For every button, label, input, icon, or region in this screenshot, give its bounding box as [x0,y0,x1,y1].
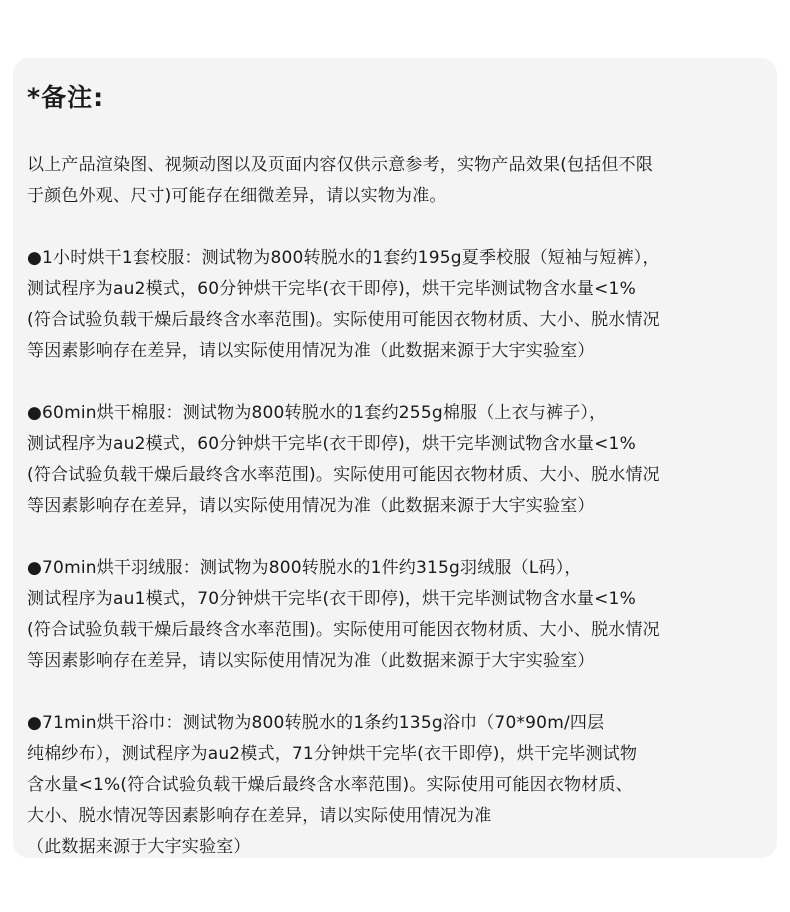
note-bath-towel: ●71min烘干浴巾：测试物为800转脱水的1条约135g浴巾（70*90m/四层 纯棉纱布），测试程序为au2模式，71分钟烘干完毕(衣干即停)，烘干完毕测试物 含水量<1%(符合试验负载干燥后最终含水率范围)。实际使用可能因衣物材质、 大小、脱水情况等因素影响存在差异，请以实际使用情况为准 （此数据来源于大宇实验室） [27,713,638,857]
note-school-uniform: ●1小时烘干1套校服：测试物为800转脱水的1套约195g夏季校服（短袖与短裤）， 测试程序为au2模式，60分钟烘干完毕(衣干即停)，烘干完毕测试物含水量<1% (符合试验负载干燥后最终含水率范围)。实际使用可能因衣物材质、大小、脱水情况 等因素影响存在差异，请以实际使用情况为准（此数据来源于大宇实验室） [27,248,660,361]
note-down-jacket: ●70min烘干羽绒服：测试物为800转脱水的1件约315g羽绒服（L码）， 测试程序为au1模式，70分钟烘干完毕(衣干即停)，烘干完毕测试物含水量<1% (符合试验负载干燥后最终含水率范围)。实际使用可能因衣物材质、大小、脱水情况 等因素影响存在差异，请以实际使用情况为准（此数据来源于大宇实验室） [27,558,660,671]
note-cotton-clothes: ●60min烘干棉服：测试物为800转脱水的1套约255g棉服（上衣与裤子）， 测试程序为au2模式，60分钟烘干完毕(衣干即停)，烘干完毕测试物含水量<1% (符合试验负载干燥后最终含水率范围)。实际使用可能因衣物材质、大小、脱水情况 等因素影响存在差异，请以实际使用情况为准（此数据来源于大宇实验室） [27,403,660,516]
notes-title: *备注: [27,83,105,112]
notes-intro: 以上产品渲染图、视频动图以及页面内容仅供示意参考，实物产品效果(包括但不限 于颜色外观、尺寸)可能存在细微差异，请以实物为准。 [27,155,654,206]
notes-card [13,58,777,858]
